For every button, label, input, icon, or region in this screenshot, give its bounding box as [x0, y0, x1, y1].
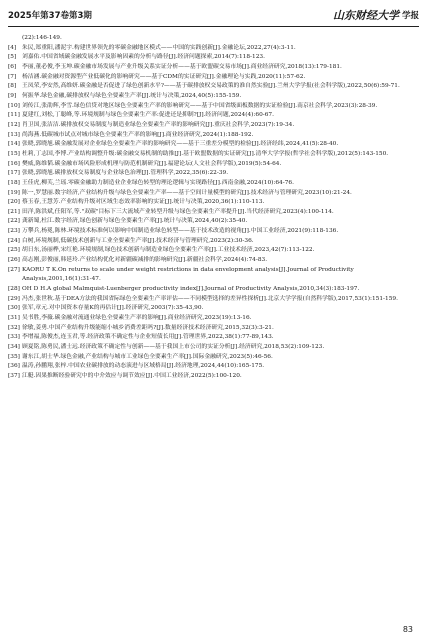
reference-text: 张晓,郭晓旭.碳排放权交易制度与企业绿色治理[J].管理科学,2022,35(6):22-39.: [22, 170, 229, 177]
reference-text: 杨洁涵.碳金融对资源型产业低碳化的影响研究——基于CDM的实证研究[J].金融理论与实践,2020(11):57-62.: [22, 73, 306, 80]
reference-number: [25]: [8, 247, 20, 254]
reference-number: [7]: [8, 73, 17, 80]
reference-number: [13]: [8, 131, 20, 138]
reference-number: [35]: [8, 353, 20, 360]
reference-item: [8, 53, 417, 63]
reference-number: [16]: [8, 160, 20, 167]
reference-number: [36]: [8, 363, 20, 370]
reference-text: 陈一,罗慧丽.数字经济,产业结构升级与绿色全要素生产率——基于空间计量模型的研究[J].技术经济与管理研究,2023(10):21-24.: [22, 189, 352, 196]
reference-text: 樊威,陈维韬.碳金融市场风险形成机理与防范机制研究[J].福建论坛(人文社会科学版),2019(5):54-64.: [22, 160, 282, 167]
reference-number: [22]: [8, 218, 20, 225]
reference-text: 张晓,郭晓旭.碳金融发展对企业绿色全要素生产率的影响研究——基于三重差分模型的检验[J].经济经纬,2024,41(5):28-40.: [22, 141, 339, 148]
reference-item: [8, 82, 417, 92]
reference-text: 高志刚,彭俊丽,韩延玲.产业结构优化对新疆碳减排的影响研究[J].新疆社会科学,2024(4):74-83.: [22, 257, 268, 264]
reference-text: 何振华.绿色金融,碳排放权与绿色全要素生产率[J].统计与决策,2024,40(5):155-159.: [22, 92, 242, 99]
reference-number: [31]: [8, 315, 20, 322]
reference-text: 江艇.因果推断经验研究中的中介效应与调节效应[J].中国工业经济,2022(5):100-120.: [22, 372, 242, 379]
reference-number: [33]: [8, 334, 20, 341]
reference-number: [15]: [8, 150, 20, 157]
reference-number: [4]: [8, 44, 17, 51]
reference-item: [8, 353, 417, 363]
reference-text: 温涛,孙鹏翔,张梓.中国农业碳排放的动态演进与区域格局[J].经济地理,2024,44(10):165-175.: [22, 363, 265, 370]
reference-text: 肖卫国,张洁洁.碳排放权交易制度与制造业绿色全要素生产率的影响研究[J].重庆社会科学,2023(7):19-34.: [22, 121, 295, 128]
reference-text: 吴书胜,李薇.碳金融对流通业绿色全要素生产率的影响[J].商业经济研究,2023(19):13-16.: [22, 315, 252, 322]
reference-number: [24]: [8, 237, 20, 244]
reference-number: [28]: [8, 286, 20, 293]
reference-item: [8, 333, 417, 343]
reference-number: [19]: [8, 189, 20, 196]
reference-text: 田洋,陈洪斌,任阳军,等."双碳"目标下三大流域产业转型升级与绿色全要素生产率提升[J].当代经济研究,2023(4):100-114.: [22, 208, 334, 215]
reference-number: [27]: [8, 266, 20, 273]
reference-item: [8, 92, 417, 102]
page-number: 83: [402, 625, 413, 634]
reference-item: [8, 314, 417, 324]
reference-text: 尚海燕.低碳城市试点对城市绿色全要素生产率的影响[J].商业经济研究,2024(1):188-192.: [22, 131, 254, 138]
reference-item: [8, 34, 417, 44]
reference-item: [8, 227, 417, 237]
reference-text: 刘传江,张劭辉,李雪.绿色信贷对地区绿色全要素生产率的影响研究——基于中国省级面板数据的实证检验[J].南京社会科学,2023(3):28-39.: [22, 102, 378, 109]
reference-text: OH D H.A global Malmquist-Luenberger productivity index[J].Journal of Productivity Analysis,2010,34(3):183-197.: [22, 286, 360, 293]
reference-item: [8, 102, 417, 112]
reference-text: 王凤荣,李安然,高维妍.碳金融是否促进了绿色创新水平?——基于碳排放权交易政策的准自然实验[J].兰州大学学报(社会科学版),2022,50(6):59-71.: [22, 83, 400, 90]
reference-number: [9]: [8, 92, 17, 99]
reference-number: [26]: [8, 257, 20, 264]
reference-item: [8, 189, 417, 199]
reference-text: KAORU T K.On returns to scale under weight restrictions in data envelopment analysis[J].Journal of Productivity Analysis,2001,16(1):31-47.: [22, 266, 354, 283]
reference-text: 张军,章元.对中国资本存量K的再估计[J].经济研究,2003(7):35-43,90.: [22, 305, 204, 312]
reference-text: 谢东江,胡士华.绿色金融,产业结构与城市工业绿色全要素生产率[J].国际金融研究,2023(5):46-56.: [22, 353, 273, 360]
reference-text: 徐敏,姜勇.中国产业结构升级能缩小城乡消费差距吗?[J].数量经济技术经济研究,2015,32(3):3-21.: [22, 324, 274, 331]
reference-number: [18]: [8, 179, 20, 186]
reference-text: 白树,环境规制,低碳技术创新与工业全要素生产率[J].技术经济与管理研究,2023(2):30-36.: [22, 237, 254, 244]
reference-text: 胡日东,汤丽桦,宋红艳.环境规制,绿色技术创新与制造业绿色全要素生产率[J].工业技术经济,2023,42(7):113-122.: [22, 247, 315, 254]
reference-number: [37]: [8, 372, 20, 379]
reference-number: [32]: [8, 324, 20, 331]
reference-item: [8, 169, 417, 179]
reference-text: 李增福,陈俊杰,连玉君,等.经济政策不确定性与企业短债长用[J].管理世界,2022,38(1):77-89,143.: [22, 334, 274, 341]
journal-tag: 学报: [401, 11, 419, 21]
reference-item: [8, 217, 417, 227]
reference-text: 刘嘉佑.中国省域碳金融发展水平及影响因素的分析与路径[J].经济问题探索,2014(7):118-123.: [22, 54, 265, 61]
reference-item: [8, 304, 417, 314]
reference-item: [8, 160, 417, 170]
reference-number: [34]: [8, 344, 20, 350]
reference-text: 李丽,董必俊,李玉坤.碳金融市场发展与产业升级关系实证分析——基于欧盟碳交易市场[J].商业经济研究,2018(13):179-181.: [22, 63, 342, 70]
reference-item: [8, 285, 417, 295]
reference-item: [8, 150, 417, 160]
reference-number: [12]: [8, 121, 20, 128]
reference-number: [17]: [8, 170, 20, 177]
reference-item: [8, 73, 417, 83]
reference-number: [21]: [8, 208, 20, 215]
reference-item: [8, 343, 417, 353]
reference-item: [8, 324, 417, 334]
reference-item: [8, 140, 417, 150]
reference-list: [8, 34, 417, 382]
reference-item: [8, 237, 417, 247]
reference-number: [10]: [8, 102, 20, 109]
reference-item: [8, 295, 417, 305]
reference-number: [5]: [8, 54, 17, 61]
journal-masthead: [333, 7, 419, 23]
reference-item: [8, 362, 417, 372]
reference-number: [30]: [8, 305, 20, 312]
reference-item: [8, 44, 417, 54]
reference-text: 顾夏铭,陈勇民,潘士远.经济政策不确定性与创新——基于我国上市公司的实证分析[J].经济研究,2018,53(2):109-123.: [22, 344, 325, 350]
reference-item: [8, 198, 417, 208]
reference-text: 万攀兵,杨冕,陈林.环境技术标准何以影响中国制造业绿色转型——基于技术改造的视角[J].中国工业经济,2021(9):118-136.: [22, 228, 339, 235]
reference-text: 王佳虎,柳芙,兰瑶.零碳金融助力制造业企业绿色转型的理论逻辑与实现路径[J].西南金融,2024(10):64-76.: [22, 179, 294, 186]
reference-text: 朱民,郑重阳,潘泥宇.构建世界领先的零碳金融地区模式——中国的实践创新[J].金融论坛,2022,27(4):3-11.: [22, 44, 296, 51]
reference-number: [29]: [8, 295, 20, 302]
reference-item: [8, 372, 417, 382]
issue-info: 2025年第37卷第3期: [8, 11, 92, 21]
reference-item: [8, 208, 417, 218]
reference-number: [20]: [8, 199, 20, 206]
reference-text: 冯杰,张世秋.基于DEA方法的我国省际绿色全要素生产率评估——不同模型选择的差异性探析[J].北京大学学报(自然科学版),2017,53(1):151-159.: [22, 295, 398, 302]
reference-number: [11]: [8, 112, 20, 119]
reference-number: [6]: [8, 63, 17, 70]
reference-item: [8, 63, 417, 73]
reference-number: [23]: [8, 228, 20, 235]
page-header: [8, 4, 419, 27]
reference-text: 夏建红,刘松,丁聪峰,等.环境规制与绿色全要素生产率:促进还是抑制?[J].经济问题,2024(4):60-67.: [22, 112, 274, 119]
reference-item: [8, 111, 417, 121]
reference-item: [8, 179, 417, 189]
reference-number: [14]: [8, 141, 20, 148]
reference-text: 蔡玉春,王慧芳.产业结构升级对区域生态效率影响的实证[J].统计与决策,2020,36(1):110-113.: [22, 199, 265, 206]
journal-logo: 山东财经大学: [332, 9, 399, 22]
reference-item: [8, 131, 417, 141]
reference-item: [8, 256, 417, 266]
reference-text: 龚新蜀,杜江.数字经济,绿色创新与绿色全要素生产率[J].统计与决策,2024,40(2):35-40.: [22, 218, 248, 225]
reference-text: (22):146-149.: [22, 35, 62, 41]
reference-item: [8, 246, 417, 256]
reference-text: 杜莉,丁志国,李博.产业结构调整升级:碳金融交易机制的助推[J].基于欧盟数据的实证研究[J].清华大学学报(哲学社会科学版),2012(5):143-150.: [22, 150, 389, 157]
reference-item: [8, 121, 417, 131]
reference-item: [8, 266, 417, 285]
reference-number: [8]: [8, 83, 17, 90]
